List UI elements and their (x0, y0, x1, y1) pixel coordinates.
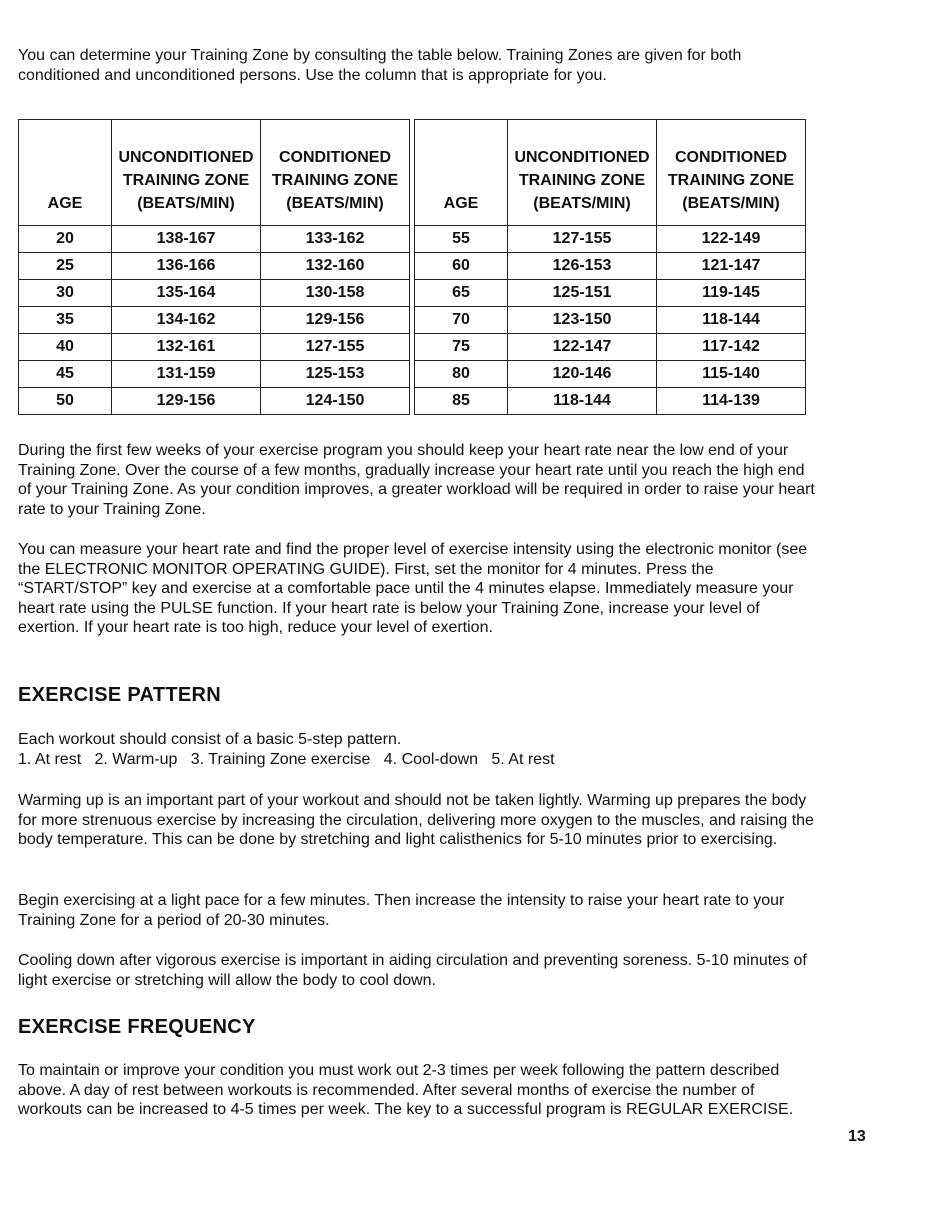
table-header-row (19, 120, 410, 226)
conditioned-cell: 115-140 (657, 361, 806, 388)
unconditioned-cell: 131-159 (112, 361, 261, 388)
table-row (415, 226, 806, 253)
training-zone-table-left (18, 119, 410, 415)
header-unconditioned-line3: (BEATS/MIN) (137, 195, 235, 212)
conditioned-cell: 133-162 (261, 226, 410, 253)
conditioned-cell: 117-142 (657, 334, 806, 361)
age-cell: 50 (19, 388, 112, 415)
header-conditioned-line2: TRAINING ZONE (667, 172, 795, 189)
conditioned-cell: 114-139 (657, 388, 806, 415)
training-zone-table-right (414, 119, 806, 415)
exercise-frequency-heading: EXERCISE FREQUENCY (18, 1016, 256, 1038)
unconditioned-cell: 135-164 (112, 280, 261, 307)
header-conditioned-line3: (BEATS/MIN) (682, 195, 780, 212)
age-cell: 55 (415, 226, 508, 253)
unconditioned-cell: 127-155 (508, 226, 657, 253)
header-conditioned-line1: CONDITIONED (675, 149, 787, 166)
conditioned-cell: 121-147 (657, 253, 806, 280)
conditioned-cell: 127-155 (261, 334, 410, 361)
table-row (19, 280, 410, 307)
begin-exercising-paragraph: Begin exercising at a light pace for a few minutes. Then increase the intensity to raise your heart rate to your Training Zone for a period of 20-30 minutes. (18, 892, 785, 929)
unconditioned-cell: 126-153 (508, 253, 657, 280)
warmup-paragraph: Warming up is an important part of your workout and should not be taken lightly. Warming up prepares the body for more strenuous exercise by increasing the circulation, delivering more oxygen to the muscles, and raising the body temperature. This can be done by stretching and light calisthenics for 5-10 minutes prior to exercising. (18, 792, 814, 848)
header-unconditioned-line3: (BEATS/MIN) (533, 195, 631, 212)
header-conditioned-line3: (BEATS/MIN) (286, 195, 384, 212)
measure-heart-rate-paragraph: You can measure your heart rate and find the proper level of exercise intensity using the electronic monitor (see the ELECTRONIC MONITOR OPERATING GUIDE). First, set the monitor for 4 minutes. Press the “START/STOP” key and exercise at a comfortable pace until the 4 minutes elapse. Immediately measure your heart rate using the PULSE function. If your heart rate is below your Training Zone, increase your level of exertion. If your heart rate is too high, reduce your level of exertion. (18, 541, 808, 636)
table-row (415, 280, 806, 307)
table-row (415, 307, 806, 334)
header-unconditioned (508, 120, 657, 226)
conditioned-cell: 132-160 (261, 253, 410, 280)
unconditioned-cell: 123-150 (508, 307, 657, 334)
table-row (19, 388, 410, 415)
age-cell: 80 (415, 361, 508, 388)
unconditioned-cell: 134-162 (112, 307, 261, 334)
age-cell: 70 (415, 307, 508, 334)
conditioned-cell: 125-153 (261, 361, 410, 388)
unconditioned-cell: 129-156 (112, 388, 261, 415)
frequency-paragraph: To maintain or improve your condition you must work out 2-3 times per week following the pattern described above. A day of rest between workouts is recommended. After several months of exercise the number of workouts can be increased to 4-5 times per week. The key to a successful program is REGULAR EXERCISE. (18, 1062, 794, 1118)
header-unconditioned (112, 120, 261, 226)
table-row (19, 253, 410, 280)
age-cell: 30 (19, 280, 112, 307)
table-row (19, 226, 410, 253)
intro-paragraph: You can determine your Training Zone by consulting the table below. Training Zones are given for both conditioned and unconditioned persons. Use the column that is appropriate for you. (18, 47, 742, 84)
table-row (19, 334, 410, 361)
age-cell: 45 (19, 361, 112, 388)
header-age: AGE (415, 120, 508, 226)
conditioned-cell: 118-144 (657, 307, 806, 334)
unconditioned-cell: 138-167 (112, 226, 261, 253)
table-row (415, 361, 806, 388)
unconditioned-cell: 120-146 (508, 361, 657, 388)
header-conditioned-line1: CONDITIONED (279, 149, 391, 166)
header-unconditioned-line2: TRAINING ZONE (122, 172, 250, 189)
conditioned-cell: 124-150 (261, 388, 410, 415)
exercise-pattern-heading: EXERCISE PATTERN (18, 684, 221, 706)
conditioned-cell: 122-149 (657, 226, 806, 253)
conditioned-cell: 129-156 (261, 307, 410, 334)
first-weeks-paragraph: During the first few weeks of your exercise program you should keep your heart rate near the low end of your Training Zone. Over the course of a few months, gradually increase your heart rate until you reach the high end of your Training Zone. As your condition improves, a greater workload will be required in order to raise your heart rate to your Training Zone. (18, 442, 815, 518)
header-age: AGE (19, 120, 112, 226)
table-row (415, 388, 806, 415)
age-cell: 20 (19, 226, 112, 253)
age-cell: 35 (19, 307, 112, 334)
table-row (415, 253, 806, 280)
header-unconditioned-line1: UNCONDITIONED (514, 149, 650, 166)
unconditioned-cell: 118-144 (508, 388, 657, 415)
table-row (19, 361, 410, 388)
age-cell: 40 (19, 334, 112, 361)
unconditioned-cell: 125-151 (508, 280, 657, 307)
unconditioned-cell: 132-161 (112, 334, 261, 361)
age-cell: 75 (415, 334, 508, 361)
table-row (19, 307, 410, 334)
header-conditioned (657, 120, 806, 226)
table-header-row (415, 120, 806, 226)
header-conditioned (261, 120, 410, 226)
pattern-steps-list: 1. At rest 2. Warm-up 3. Training Zone exercise 4. Cool-down 5. At rest (18, 751, 555, 768)
page-number: 13 (848, 1128, 866, 1145)
age-cell: 85 (415, 388, 508, 415)
cooldown-paragraph: Cooling down after vigorous exercise is important in aiding circulation and preventing soreness. 5-10 minutes of light exercise or stretching will allow the body to cool down. (18, 952, 807, 989)
header-unconditioned-line2: TRAINING ZONE (518, 172, 646, 189)
unconditioned-cell: 122-147 (508, 334, 657, 361)
conditioned-cell: 130-158 (261, 280, 410, 307)
table-row (415, 334, 806, 361)
age-cell: 60 (415, 253, 508, 280)
header-conditioned-line2: TRAINING ZONE (271, 172, 399, 189)
header-unconditioned-line1: UNCONDITIONED (118, 149, 254, 166)
unconditioned-cell: 136-166 (112, 253, 261, 280)
age-cell: 25 (19, 253, 112, 280)
pattern-intro-paragraph: Each workout should consist of a basic 5-step pattern. (18, 731, 402, 748)
conditioned-cell: 119-145 (657, 280, 806, 307)
age-cell: 65 (415, 280, 508, 307)
